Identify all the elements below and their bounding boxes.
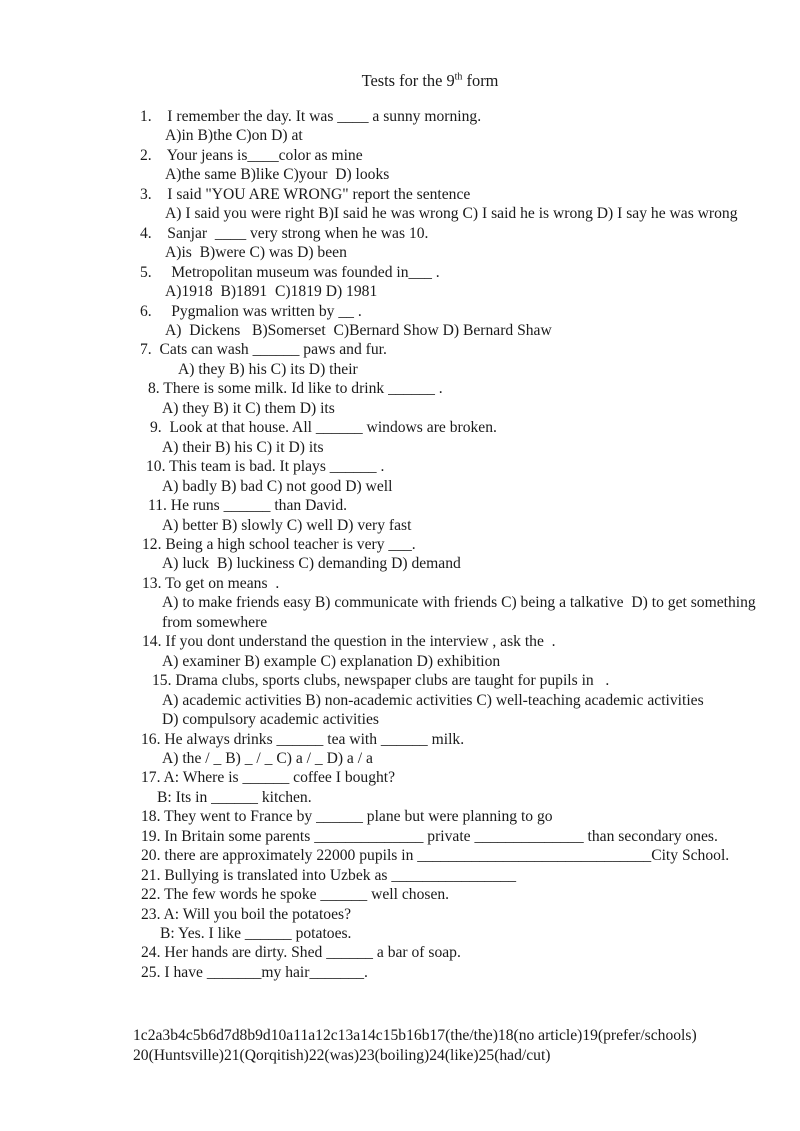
document-line: 8. There is some milk. Id like to drink ______ . (148, 380, 443, 398)
document-line: A) I said you were right B)I said he was wrong C) I said he is wrong D) I say he was wrong (165, 205, 738, 223)
document-line: 24. Her hands are dirty. Shed ______ a bar of soap. (141, 944, 461, 962)
document-line: D) compulsory academic activities (162, 711, 379, 729)
document-line: A)1918 B)1891 C)1819 D) 1981 (165, 283, 378, 301)
document-line: 23. A: Will you boil the potatoes? (141, 905, 352, 923)
document-line: 4. Sanjar ____ very strong when he was 10. (140, 224, 429, 242)
document-line: 22. The few words he spoke ______ well chosen. (141, 886, 450, 904)
document-line: B: Yes. I like ______ potatoes. (160, 925, 352, 943)
document-line: A) luck B) luckiness C) demanding D) demand (162, 555, 461, 573)
document-line: 5. Metropolitan museum was founded in___ . (140, 263, 440, 281)
document-line: A) they B) it C) them D) its (162, 399, 335, 417)
answer-key-line: 1c2a3b4c5b6d7d8b9d10a11a12c13a14c15b16b17(the/the)18(no article)19(prefer/schools) (133, 1027, 697, 1045)
document-line: A) to make friends easy B) communicate with friends C) being a talkative D) to get something (162, 594, 756, 612)
document-line: 13. To get on means . (142, 574, 280, 592)
document-line: 9. Look at that house. All ______ windows are broken. (150, 419, 497, 437)
answer-key (0, 1026, 800, 1065)
document-line: 11. He runs ______ than David. (148, 497, 348, 515)
document-line: A) examiner B) example C) explanation D) exhibition (162, 652, 501, 670)
document-line: 3. I said "YOU ARE WRONG" report the sentence (140, 185, 471, 203)
document-line: 1. I remember the day. It was ____ a sunny morning. (140, 108, 482, 125)
document-line: A) better B) slowly C) well D) very fast (162, 516, 412, 534)
document-line: A) academic activities B) non-academic activities C) well-teaching academic activities (162, 691, 704, 709)
document-line: A) they B) his C) its D) their (178, 360, 358, 378)
document-line: 15. Drama clubs, sports clubs, newspaper clubs are taught for pupils in . (152, 672, 610, 690)
document-line: A)is B)were C) was D) been (165, 244, 347, 262)
document-line: 14. If you dont understand the question in the interview , ask the . (142, 633, 556, 651)
page-title-superscript: th (454, 71, 463, 83)
document-line: 2. Your jeans is____color as mine (140, 146, 363, 164)
document-line: 6. Pygmalion was written by __ . (140, 302, 362, 320)
document-line: 19. In Britain some parents ______________ private ______________ than secondary ones. (141, 827, 718, 845)
document-line: A) their B) his C) it D) its (162, 438, 324, 456)
document-line: 21. Bullying is translated into Uzbek as ________________ (141, 866, 517, 884)
answer-key-line: 20(Huntsville)21(Qorqitish)22(was)23(boiling)24(like)25(had/cut) (133, 1046, 551, 1064)
page-title-suffix: form (462, 71, 499, 90)
document-line: A) Dickens B)Somerset C)Bernard Show D) Bernard Shaw (165, 321, 552, 339)
document-line: A)in B)the C)on D) at (165, 127, 303, 145)
document-line: A) badly B) bad C) not good D) well (162, 477, 393, 495)
question-list (0, 107, 800, 982)
document-line: 10. This team is bad. It plays ______ . (146, 458, 385, 476)
document-line: 16. He always drinks ______ tea with ______ milk. (141, 730, 465, 748)
document-line: from somewhere (162, 613, 268, 631)
document-line: 12. Being a high school teacher is very ___. (142, 535, 416, 553)
document-line: 7. Cats can wash ______ paws and fur. (140, 341, 387, 359)
document-line: 25. I have _______my hair_______. (141, 963, 368, 981)
page-title-prefix: Tests for the 9 (361, 71, 455, 90)
page-title (0, 0, 800, 91)
document-line: 18. They went to France by ______ plane but were planning to go (141, 808, 553, 826)
document-line: B: Its in ______ kitchen. (157, 788, 312, 806)
document-line: 20. there are approximately 22000 pupils in ______________________________City School. (141, 847, 730, 865)
document-line: A)the same B)like C)your D) looks (165, 166, 390, 184)
document-line: A) the / _ B) _ / _ C) a / _ D) a / a (162, 749, 373, 767)
document-line: 17. A: Where is ______ coffee I bought? (141, 769, 396, 787)
